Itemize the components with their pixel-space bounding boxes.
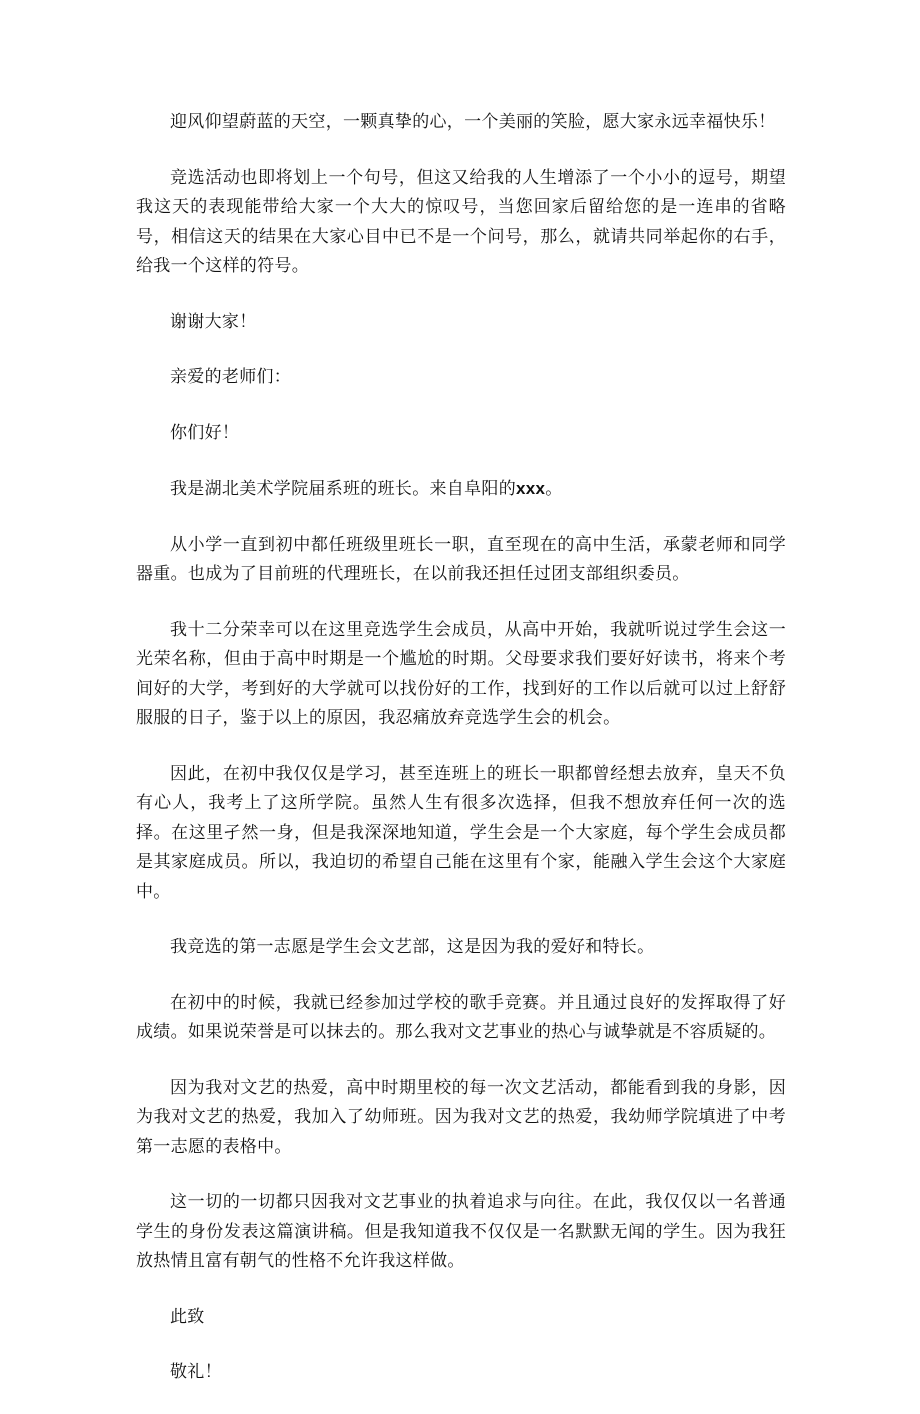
paragraph-self-intro: 我是湖北美术学院届系班的班长。来自阜阳的xxx。 <box>170 479 563 499</box>
paragraph-thanks: 谢谢大家！ <box>170 311 257 332</box>
name-placeholder: xxx <box>516 479 546 498</box>
paragraph-singing-contest: 在初中的时候，我就已经参加过学校的歌手竞赛。并且通过良好的发挥取得了好成绩。如果说荣誉是可以抹去的。那么我对文艺事业的热心与诚挚就是不容质疑的。 <box>136 992 786 1042</box>
paragraph-punctuation-metaphor: 竞选活动也即将划上一个句号，但这又给我的人生增添了一个小小的逗号，期望我这天的表现能带给大家一个大大的惊叹号，当您回家后留给您的是一连串的省略号，相信这天的结果在大家心目中已不是一个问号，那么，就请共同举起你的右手，给我一个这样的符号。 <box>136 167 786 276</box>
paragraph-honored-to-run: 我十二分荣幸可以在这里竞选学生会成员，从高中开始，我就听说过学生会这一光荣名称，但由于高中时期是一个尴尬的时期。父母要求我们要好好读书，将来个考间好的大学，考到好的大学就可以找份好的工作，找到好的工作以后就可以过上舒舒服服的日子，鉴于以上的原因，我忍痛放弃竞选学生会的机会。 <box>136 619 786 728</box>
paragraph-therefore: 因此，在初中我仅仅是学习，甚至连班上的班长一职都曾经想去放弃，皇天不负有心人，我考上了这所学院。虽然人生有很多次选择，但我不想放弃任何一次的选择。在这里孑然一身，但是我深深地知道，学生会是一个大家庭，每个学生会成员都是其家庭成员。所以，我迫切的希望自己能在这里有个家，能融入学生会这个大家庭中。 <box>136 763 786 902</box>
paragraph-greeting: 你们好！ <box>170 422 240 443</box>
paragraph-pursuit: 这一切的一切都只因我对文艺事业的执着追求与向往。在此，我仅仅以一名普通学生的身份发表这篇演讲稿。但是我知道我不仅仅是一名默默无闻的学生。因为我狂放热情且富有朝气的性格不允许我这样做。 <box>136 1192 786 1271</box>
paragraph-closing-jing-li: 敬礼！ <box>170 1362 222 1382</box>
paragraph-monitor-experience: 从小学一直到初中都任班级里班长一职，直至现在的高中生活，承蒙老师和同学器重。也成为了目前班的代理班长，在以前我还担任过团支部组织委员。 <box>136 534 786 584</box>
paragraph-blessing: 迎风仰望蔚蓝的天空，一颗真挚的心，一个美丽的笑脸，愿大家永远幸福快乐！ <box>170 112 776 132</box>
paragraph-closing-ci-zhi: 此致 <box>170 1306 205 1327</box>
paragraph-love-of-arts: 因为我对文艺的热爱，高中时期里校的每一次文艺活动，都能看到我的身影，因为我对文艺的热爱，我加入了幼师班。因为我对文艺的热爱，我幼师学院填进了中考第一志愿的表格中。 <box>136 1077 786 1157</box>
paragraph-salutation: 亲爱的老师们： <box>170 367 292 387</box>
document-body <box>136 108 786 1414</box>
paragraph-first-choice: 我竞选的第一志愿是学生会文艺部，这是因为我的爱好和特长。 <box>170 937 655 957</box>
